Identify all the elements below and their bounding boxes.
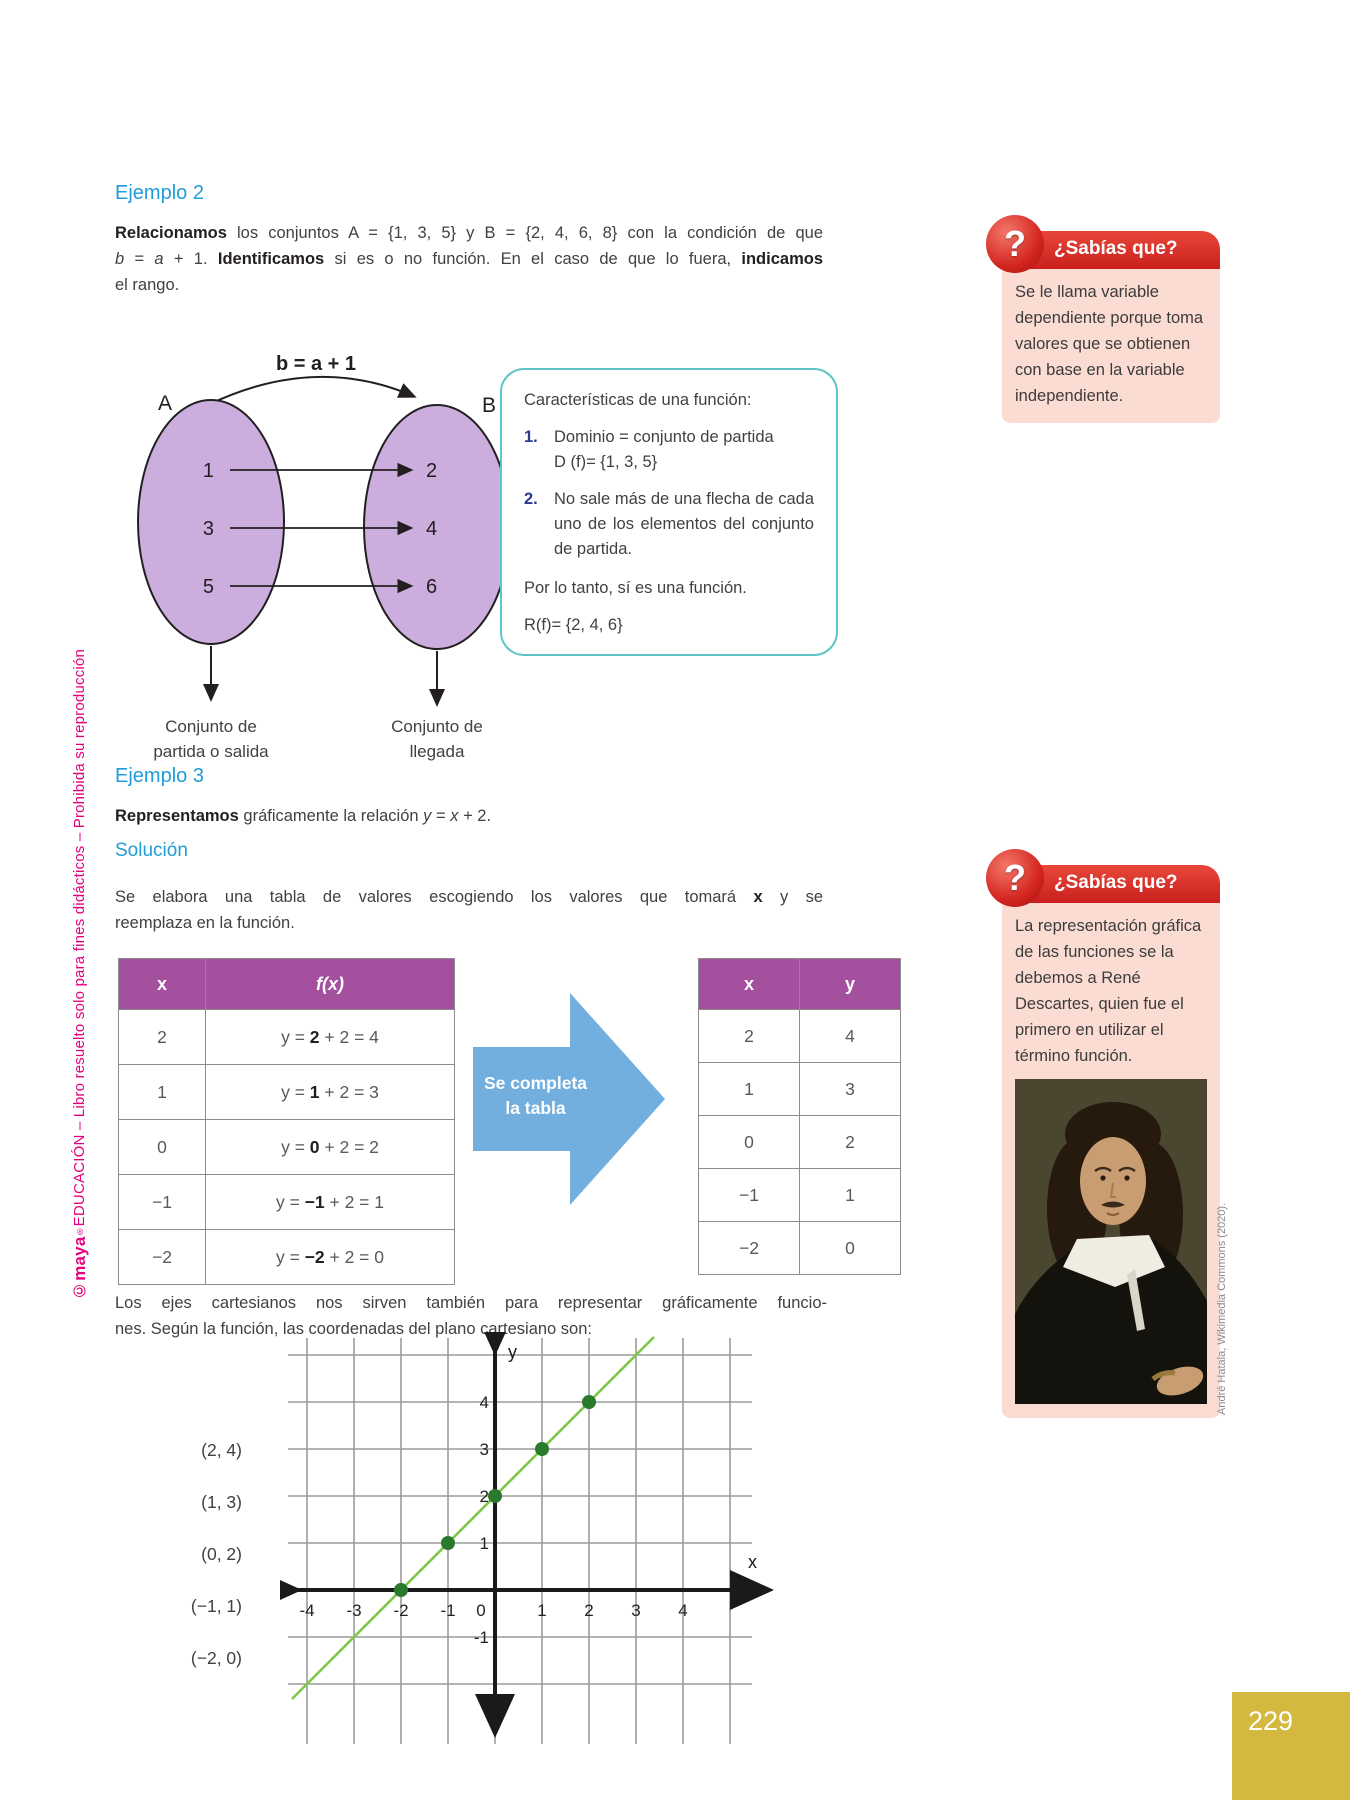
- table-row: [119, 1230, 455, 1285]
- question-mark-icon: ?: [986, 849, 1044, 907]
- arrow-label: [473, 1071, 598, 1121]
- y-value: 0: [800, 1222, 901, 1275]
- coordinate-pair: (1, 3): [201, 1492, 242, 1512]
- item-number: 2.: [524, 490, 538, 508]
- relation-label: b = a + 1: [275, 353, 357, 375]
- data-point: [582, 1395, 596, 1409]
- did-you-know-title: ¿Sabías que?: [1054, 238, 1178, 259]
- face: [1080, 1137, 1146, 1225]
- did-you-know-box-1: [1002, 223, 1220, 423]
- x-tick: 2: [584, 1601, 594, 1620]
- values-table-fx: [118, 958, 455, 1285]
- x-tick: -1: [440, 1601, 456, 1620]
- formula-rest: + 2 = 1: [324, 1191, 384, 1212]
- column-header-x: x: [119, 959, 206, 1010]
- element-b1: 2: [426, 460, 438, 482]
- item-text: [554, 425, 814, 475]
- bold-word: Representamos: [115, 807, 239, 825]
- question-mark-icon: ?: [986, 215, 1044, 273]
- bold-x: x: [753, 888, 763, 906]
- example3-statement: [115, 803, 823, 829]
- x-tick: -4: [299, 1601, 315, 1620]
- characteristic-item: [524, 487, 814, 562]
- table-row: [699, 1222, 901, 1275]
- copyright-strip: [70, 440, 90, 1300]
- y-tick: -1: [473, 1628, 489, 1647]
- substituted-value: 0: [309, 1136, 320, 1157]
- formula-cell: [206, 1175, 455, 1230]
- x-tick: 0: [476, 1601, 486, 1620]
- substituted-value: 1: [309, 1081, 320, 1102]
- left-eye: [1100, 1175, 1105, 1180]
- formula-prefix: y =: [281, 1026, 310, 1047]
- y-value: 2: [800, 1116, 901, 1169]
- x-value: 2: [699, 1010, 800, 1063]
- formula-rest: + 2 = 4: [319, 1026, 379, 1047]
- values-table-xy: [698, 958, 901, 1275]
- var-b: b: [115, 250, 125, 268]
- text-run: los conjuntos A = {1, 3, 5} y B = {2, 4, 6, 8} con la condición de que: [226, 224, 823, 242]
- x-tick: 3: [631, 1601, 641, 1620]
- se-completa-arrow: [473, 993, 665, 1205]
- registered-mark: ®: [75, 1226, 85, 1237]
- relation-arrow: [210, 377, 413, 404]
- example3-heading: Ejemplo 3: [115, 765, 204, 787]
- data-point: [394, 1583, 408, 1597]
- text-run: Dominio = conjunto de partida: [554, 428, 774, 446]
- formula-prefix: y =: [281, 1081, 310, 1102]
- text-run: =: [124, 250, 155, 268]
- item-number: 1.: [524, 428, 538, 446]
- brand-education: EDUCACIÓN: [71, 1134, 88, 1227]
- x-value: 1: [119, 1065, 206, 1120]
- table-row: [119, 1120, 455, 1175]
- coordinate-pair: (−1, 1): [190, 1596, 242, 1616]
- right-eye: [1124, 1175, 1129, 1180]
- element-b3: 6: [426, 576, 438, 598]
- text-run: + 1.: [163, 250, 218, 268]
- x-value: −2: [699, 1222, 800, 1275]
- table-row: [699, 1169, 901, 1222]
- x-value: 0: [699, 1116, 800, 1169]
- setA-caption-line2: partida o salida: [153, 742, 269, 761]
- column-header-fx: f(x): [206, 959, 455, 1010]
- paragraph-line: [115, 220, 823, 246]
- text-run: =: [431, 807, 451, 825]
- x-value: −2: [119, 1230, 206, 1285]
- element-b2: 4: [426, 518, 438, 540]
- text-run: + 2.: [458, 807, 492, 825]
- setA-caption-line1: Conjunto de: [165, 717, 257, 736]
- y-tick: 1: [479, 1534, 489, 1553]
- function-characteristics-box: [500, 368, 838, 656]
- setB-label: B: [482, 394, 497, 417]
- y-tick: 2: [479, 1487, 489, 1506]
- did-you-know-header: [1002, 857, 1220, 903]
- x-value: 2: [119, 1010, 206, 1065]
- element-a2: 3: [202, 518, 214, 540]
- table-row: [699, 1010, 901, 1063]
- arrow-label-line1: Se completa: [483, 1073, 588, 1093]
- image-credit: André Hatala, Wikimedia Commons (2020).: [1216, 1202, 1228, 1415]
- box-title: Características de una función:: [524, 391, 752, 409]
- x-tick: -2: [393, 1601, 409, 1620]
- bold-word: indicamos: [741, 250, 823, 268]
- element-a3: 5: [202, 576, 214, 598]
- column-header-x: x: [699, 959, 800, 1010]
- descartes-portrait: [1015, 1079, 1207, 1404]
- formula-rest: + 2 = 3: [319, 1081, 379, 1102]
- y-value: 3: [800, 1063, 901, 1116]
- formula-cell: [206, 1230, 455, 1285]
- table-row: [699, 1063, 901, 1116]
- y-tick: 4: [479, 1393, 489, 1412]
- range-set: R(f)= {2, 4, 6}: [524, 616, 623, 634]
- var-a: a: [154, 250, 164, 268]
- table-row: [119, 1065, 455, 1120]
- paragraph-line: reemplaza en la función.: [115, 914, 295, 932]
- formula-prefix: y =: [281, 1136, 310, 1157]
- text-run: y se: [762, 888, 823, 906]
- formula-cell: [206, 1065, 455, 1120]
- var-y: y: [423, 807, 432, 825]
- y-value: 4: [800, 1010, 901, 1063]
- paragraph-line: [115, 246, 823, 272]
- x-value: −1: [699, 1169, 800, 1222]
- bold-word: Relacionamos: [115, 224, 227, 242]
- table-row: [119, 1175, 455, 1230]
- did-you-know-box-2: [1002, 857, 1220, 1418]
- solution-paragraph: [115, 884, 823, 936]
- coordinate-pair: (−2, 0): [190, 1648, 242, 1668]
- element-a1: 1: [202, 460, 214, 482]
- coordinate-pair: (0, 2): [201, 1544, 242, 1564]
- formula-cell: [206, 1120, 455, 1175]
- x-axis-label: x: [748, 1552, 757, 1572]
- did-you-know-title: ¿Sabías que?: [1054, 872, 1178, 893]
- domain-set: D (f)= {1, 3, 5}: [554, 453, 658, 471]
- conclusion-text: Por lo tanto, sí es una función.: [524, 579, 747, 597]
- column-header-y: y: [800, 959, 901, 1010]
- arrow-label-line2: la tabla: [505, 1098, 566, 1118]
- formula-prefix: y =: [275, 1246, 305, 1267]
- table-header-row: [699, 959, 901, 1010]
- did-you-know-text: La representación gráfica de las funciones se la debemos a René Descartes, quien fue el primero en utilizar el término función.: [1015, 917, 1202, 1065]
- paragraph-line: Los ejes cartesianos nos sirven también para representar gráficamente funcio-: [115, 1294, 827, 1312]
- formula-cell: [206, 1010, 455, 1065]
- formula-prefix: y =: [275, 1191, 305, 1212]
- text-run: si es o no función. En el caso de que lo fuera,: [324, 250, 742, 268]
- setB-caption-line2: llegada: [409, 742, 465, 761]
- paragraph-line: [115, 884, 823, 910]
- copyright-text: – Libro resuelto solo para fines didácticos – Prohibida su reproducción: [71, 648, 88, 1135]
- did-you-know-header: [1002, 223, 1220, 269]
- data-point: [535, 1442, 549, 1456]
- var-x: x: [450, 807, 459, 825]
- bold-word: Identificamos: [217, 250, 325, 268]
- x-tick: 4: [678, 1601, 688, 1620]
- characteristic-item: [524, 425, 814, 475]
- brand-logo: ©maya: [70, 1236, 89, 1300]
- table-row: [699, 1116, 901, 1169]
- paragraph-line: nes. Según la función, las coordenadas del plano cartesiano son:: [115, 1320, 592, 1338]
- substituted-value: −1: [304, 1191, 325, 1212]
- y-value: 1: [800, 1169, 901, 1222]
- coordinate-pair: (2, 4): [201, 1440, 242, 1460]
- substituted-value: −2: [304, 1246, 325, 1267]
- setB-caption-line1: Conjunto de: [391, 717, 483, 736]
- did-you-know-body: [1002, 903, 1220, 1418]
- item-text: No sale más de una flecha de cada uno de los elementos del conjunto de partida.: [554, 490, 814, 558]
- data-point: [488, 1489, 502, 1503]
- did-you-know-text: Se le llama variable dependiente porque toma valores que se obtienen con base en la variable independiente.: [1002, 269, 1220, 423]
- x-value: 0: [119, 1120, 206, 1175]
- table-header-row: [119, 959, 455, 1010]
- page-number: 229: [1232, 1692, 1350, 1800]
- data-point: [441, 1536, 455, 1550]
- cartesian-graph: [280, 1332, 780, 1762]
- formula-rest: + 2 = 2: [319, 1136, 379, 1157]
- set-mapping-diagram: [110, 340, 530, 780]
- example2-heading: Ejemplo 2: [115, 182, 204, 204]
- x-tick: 1: [537, 1601, 547, 1620]
- setA-label: A: [158, 392, 173, 415]
- text-run: gráficamente la relación: [238, 807, 424, 825]
- x-value: −1: [119, 1175, 206, 1230]
- paragraph-line: el rango.: [115, 276, 180, 294]
- y-tick: 3: [479, 1440, 489, 1459]
- table-row: [119, 1010, 455, 1065]
- formula-rest: + 2 = 0: [324, 1246, 384, 1267]
- y-axis-label: y: [508, 1342, 517, 1362]
- substituted-value: 2: [309, 1026, 320, 1047]
- text-run: Se elabora una tabla de valores escogiendo los valores que tomará: [115, 888, 754, 906]
- x-tick: -3: [346, 1601, 362, 1620]
- solution-heading: Solución: [115, 840, 188, 861]
- example2-paragraph: [115, 220, 823, 298]
- grid-lines: [288, 1338, 752, 1744]
- x-value: 1: [699, 1063, 800, 1116]
